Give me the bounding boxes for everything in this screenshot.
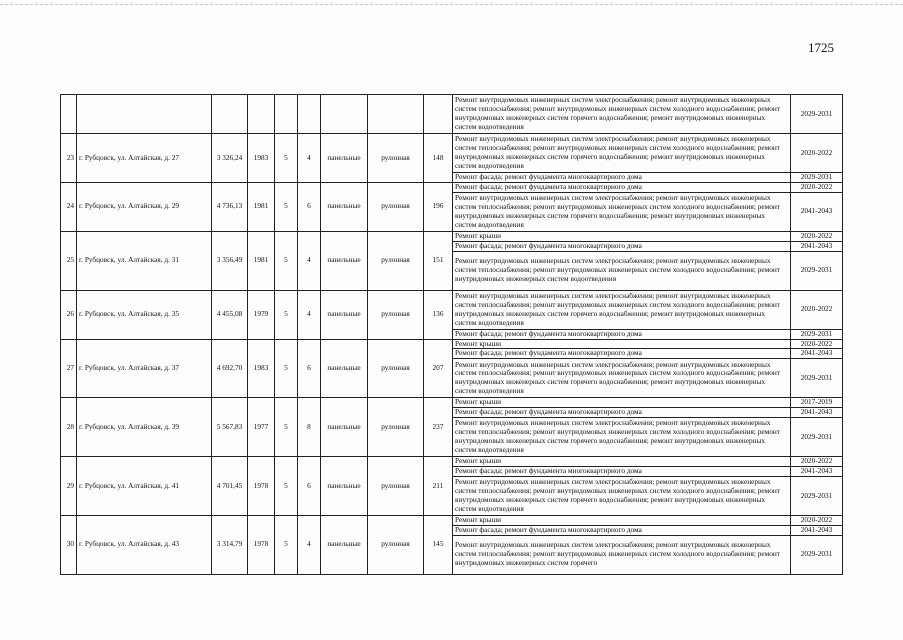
work-period: 2029-2031 <box>791 535 843 574</box>
work-description: Ремонт фасада; ремонт фундамента многоквартирного дома <box>453 329 791 339</box>
apartment-count: 211 <box>424 457 453 516</box>
work-description: Ремонт фасада; ремонт фундамента многоквартирного дома <box>453 182 791 192</box>
work-period: 2041-2043 <box>791 408 843 418</box>
empty-cell <box>298 95 321 134</box>
work-description: Ремонт крыши <box>453 515 791 525</box>
work-period: 2020-2022 <box>791 182 843 192</box>
work-description: Ремонт фасада; ремонт фундамента многоквартирного дома <box>453 408 791 418</box>
row-number: 29 <box>61 457 77 516</box>
work-description: Ремонт внутридомовых инженерных систем электроснабжения; ремонт внутридомовых инженерных систем теплоснабжения; ремонт внутридомовых инженерных систем холодного водоснабжения; ремонт внутридомовых инженерных систем горячего водоснабжения; ремонт внутридомовых инженерных систем водоотведения <box>453 476 791 515</box>
table-row <box>61 457 843 467</box>
floor-count: 5 <box>275 339 298 398</box>
work-period: 2029-2031 <box>791 329 843 339</box>
work-period: 2020-2022 <box>791 231 843 241</box>
page-number: 1725 <box>808 40 834 55</box>
work-period: 2041-2043 <box>791 525 843 535</box>
wall-material: панельные <box>321 515 368 574</box>
building-area: 5 567,83 <box>212 398 248 457</box>
work-description: Ремонт фасада; ремонт фундамента многоквартирного дома <box>453 173 791 183</box>
roof-type: рулонная <box>368 515 424 574</box>
work-period: 2041-2043 <box>791 192 843 231</box>
work-period: 2017-2019 <box>791 398 843 408</box>
empty-cell <box>275 95 298 134</box>
table-body <box>61 95 843 575</box>
work-description: Ремонт внутридомовых инженерных систем электроснабжения; ремонт внутридомовых инженерных систем теплоснабжения; ремонт внутридомовых инженерных систем холодного водоснабжения; ремонт внутридомовых инженерных систем горячего <box>453 535 791 574</box>
empty-cell <box>77 95 212 134</box>
empty-cell <box>368 95 424 134</box>
roof-type: рулонная <box>368 134 424 183</box>
work-description: Ремонт внутридомовых инженерных систем электроснабжения; ремонт внутридомовых инженерных систем теплоснабжения; ремонт внутридомовых инженерных систем холодного водоснабжения; ремонт внутридомовых инженерных систем горячего водоснабжения; ремонт внутридомовых инженерных систем водоотведения <box>453 192 791 231</box>
empty-cell <box>212 95 248 134</box>
build-year: 1981 <box>248 231 275 290</box>
floor-count: 5 <box>275 134 298 183</box>
work-description: Ремонт внутридомовых инженерных систем электроснабжения; ремонт внутридомовых инженерных систем теплоснабжения; ремонт внутридомовых инженерных систем холодного водоснабжения; ремонт внутридомовых инженерных систем горячего водоснабжения; ремонт внутридомовых инженерных систем водоотведения <box>453 290 791 329</box>
build-year: 1978 <box>248 457 275 516</box>
row-number: 30 <box>61 515 77 574</box>
wall-material: панельные <box>321 457 368 516</box>
floor-count: 5 <box>275 182 298 231</box>
empty-cell <box>248 95 275 134</box>
entrance-count: 6 <box>298 182 321 231</box>
work-description: Ремонт фасада; ремонт фундамента многоквартирного дома <box>453 349 791 359</box>
roof-type: рулонная <box>368 231 424 290</box>
table-row <box>61 231 843 241</box>
apartment-count: 151 <box>424 231 453 290</box>
apartment-count: 196 <box>424 182 453 231</box>
work-description: Ремонт фасада; ремонт фундамента многоквартирного дома <box>453 525 791 535</box>
work-period: 2020-2022 <box>791 515 843 525</box>
work-description: Ремонт внутридомовых инженерных систем электроснабжения; ремонт внутридомовых инженерных систем теплоснабжения; ремонт внутридомовых инженерных систем холодного водоснабжения; ремонт внутридомовых инженерных систем горячего водоснабжения; ремонт внутридомовых инженерных систем водоотведения <box>453 418 791 457</box>
wall-material: панельные <box>321 339 368 398</box>
work-period: 2041-2043 <box>791 467 843 477</box>
work-description: Ремонт крыши <box>453 339 791 349</box>
row-number: 26 <box>61 290 77 339</box>
work-period: 2029-2031 <box>791 173 843 183</box>
table-row <box>61 95 843 134</box>
scan-edge-line <box>0 4 903 5</box>
work-period: 2041-2043 <box>791 349 843 359</box>
empty-cell <box>424 95 453 134</box>
table-row <box>61 182 843 192</box>
building-address: г. Рубцовск, ул. Алтайская, д. 29 <box>77 182 212 231</box>
build-year: 1978 <box>248 515 275 574</box>
table-row <box>61 515 843 525</box>
entrance-count: 4 <box>298 134 321 183</box>
building-address: г. Рубцовск, ул. Алтайская, д. 35 <box>77 290 212 339</box>
roof-type: рулонная <box>368 398 424 457</box>
work-description: Ремонт внутридомовых инженерных систем электроснабжения; ремонт внутридомовых инженерных систем теплоснабжения; ремонт внутридомовых инженерных систем холодного водоснабжения; ремонт внутридомовых инженерных систем горячего водоснабжения; ремонт внутридомовых инженерных систем водоотведения <box>453 95 791 134</box>
apartment-count: 145 <box>424 515 453 574</box>
build-year: 1979 <box>248 290 275 339</box>
work-period: 2029-2031 <box>791 476 843 515</box>
building-area: 4 455,08 <box>212 290 248 339</box>
building-area: 3 356,49 <box>212 231 248 290</box>
table-row <box>61 134 843 173</box>
build-year: 1977 <box>248 398 275 457</box>
build-year: 1983 <box>248 134 275 183</box>
wall-material: панельные <box>321 290 368 339</box>
building-address: г. Рубцовск, ул. Алтайская, д. 43 <box>77 515 212 574</box>
work-description: Ремонт крыши <box>453 457 791 467</box>
roof-type: рулонная <box>368 182 424 231</box>
building-area: 4 736,13 <box>212 182 248 231</box>
empty-cell <box>61 95 77 134</box>
floor-count: 5 <box>275 231 298 290</box>
build-year: 1983 <box>248 339 275 398</box>
apartment-count: 136 <box>424 290 453 339</box>
build-year: 1981 <box>248 182 275 231</box>
table-row <box>61 290 843 329</box>
building-address: г. Рубцовск, ул. Алтайская, д. 41 <box>77 457 212 516</box>
building-address: г. Рубцовск, ул. Алтайская, д. 37 <box>77 339 212 398</box>
work-period: 2020-2022 <box>791 339 843 349</box>
wall-material: панельные <box>321 398 368 457</box>
floor-count: 5 <box>275 515 298 574</box>
repair-schedule-table <box>60 94 843 575</box>
row-number: 25 <box>61 231 77 290</box>
roof-type: рулонная <box>368 290 424 339</box>
roof-type: рулонная <box>368 339 424 398</box>
building-area: 3 326,24 <box>212 134 248 183</box>
wall-material: панельные <box>321 231 368 290</box>
work-period: 2029-2031 <box>791 251 843 290</box>
floor-count: 5 <box>275 398 298 457</box>
floor-count: 5 <box>275 290 298 339</box>
work-description: Ремонт крыши <box>453 231 791 241</box>
row-number: 23 <box>61 134 77 183</box>
wall-material: панельные <box>321 182 368 231</box>
row-number: 28 <box>61 398 77 457</box>
building-address: г. Рубцовск, ул. Алтайская, д. 31 <box>77 231 212 290</box>
work-description: Ремонт крыши <box>453 398 791 408</box>
entrance-count: 4 <box>298 290 321 339</box>
work-description: Ремонт внутридомовых инженерных систем электроснабжения; ремонт внутридомовых инженерных систем теплоснабжения; ремонт внутридомовых инженерных систем холодного водоснабжения; ремонт внутридомовых инженерных систем водоотведения <box>453 251 791 290</box>
work-period: 2020-2022 <box>791 457 843 467</box>
row-number: 27 <box>61 339 77 398</box>
building-area: 3 314,79 <box>212 515 248 574</box>
wall-material: панельные <box>321 134 368 183</box>
entrance-count: 4 <box>298 231 321 290</box>
work-description: Ремонт внутридомовых инженерных систем электроснабжения; ремонт внутридомовых инженерных систем теплоснабжения; ремонт внутридомовых инженерных систем холодного водоснабжения; ремонт внутридомовых инженерных систем горячего водоснабжения; ремонт внутридомовых инженерных систем водоотведения <box>453 359 791 398</box>
work-period: 2029-2031 <box>791 418 843 457</box>
row-number: 24 <box>61 182 77 231</box>
work-period: 2029-2031 <box>791 95 843 134</box>
empty-cell <box>321 95 368 134</box>
building-area: 4 701,45 <box>212 457 248 516</box>
floor-count: 5 <box>275 457 298 516</box>
entrance-count: 6 <box>298 339 321 398</box>
entrance-count: 4 <box>298 515 321 574</box>
work-period: 2020-2022 <box>791 134 843 173</box>
apartment-count: 207 <box>424 339 453 398</box>
apartment-count: 148 <box>424 134 453 183</box>
apartment-count: 237 <box>424 398 453 457</box>
work-period: 2020-2022 <box>791 290 843 329</box>
entrance-count: 8 <box>298 398 321 457</box>
entrance-count: 6 <box>298 457 321 516</box>
work-description: Ремонт фасада; ремонт фундамента многоквартирного дома <box>453 241 791 251</box>
table-row <box>61 398 843 408</box>
building-address: г. Рубцовск, ул. Алтайская, д. 27 <box>77 134 212 183</box>
work-period: 2041-2043 <box>791 241 843 251</box>
work-description: Ремонт внутридомовых инженерных систем электроснабжения; ремонт внутридомовых инженерных систем теплоснабжения; ремонт внутридомовых инженерных систем холодного водоснабжения; ремонт внутридомовых инженерных систем горячего водоснабжения; ремонт внутридомовых инженерных систем водоотведения <box>453 134 791 173</box>
work-description: Ремонт фасада; ремонт фундамента многоквартирного дома <box>453 467 791 477</box>
building-address: г. Рубцовск, ул. Алтайская, д. 39 <box>77 398 212 457</box>
building-area: 4 692,70 <box>212 339 248 398</box>
work-period: 2029-2031 <box>791 359 843 398</box>
table-row <box>61 339 843 349</box>
roof-type: рулонная <box>368 457 424 516</box>
